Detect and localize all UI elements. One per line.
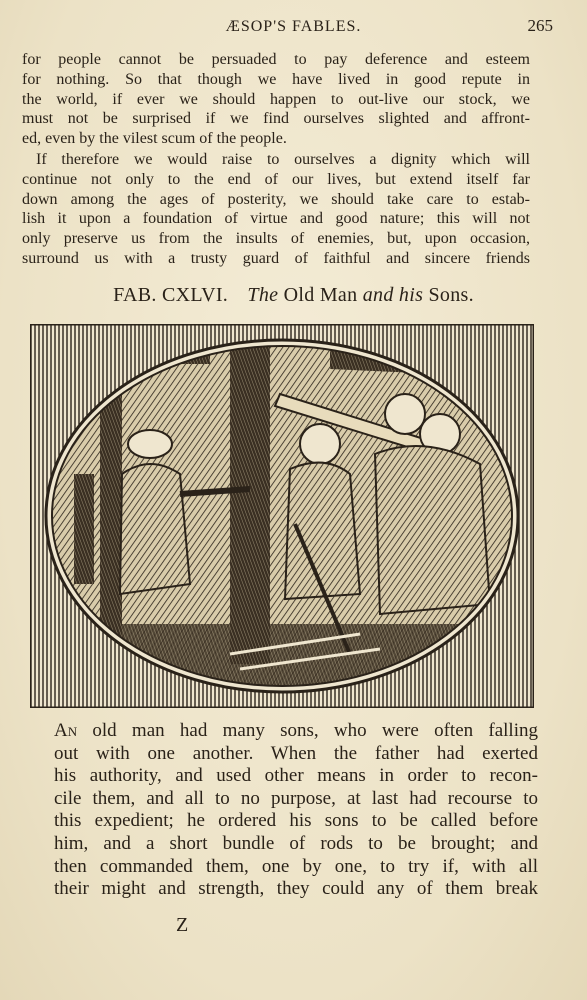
fable-number: FAB. CXLVI.: [113, 284, 229, 306]
text-line: surround us with a trusty guard of faithful and sincere friends: [22, 249, 530, 267]
page-number: 265: [527, 16, 553, 35]
text-line: ed, even by the vilest scum of the people.: [22, 130, 287, 148]
text-line: lish it upon a foundation of virtue and good nature; this will not: [22, 210, 530, 228]
text-line: must not be surprised if we find ourselves slighted and affront-: [22, 110, 530, 128]
running-title: ÆSOP'S FABLES.: [225, 18, 362, 35]
fable-title-sons: Sons.: [428, 284, 474, 306]
running-header: [0, 14, 587, 38]
text-line: down among the ages of posterity, we should take care to estab-: [22, 190, 530, 208]
text-line: for nothing. So that though we have lived in good repute in: [22, 70, 530, 88]
fable-title-and-his: and his: [362, 284, 424, 306]
text-line: If therefore we would raise to ourselves a dignity which will: [36, 151, 530, 168]
fable-heading: [0, 284, 587, 307]
text-line: him, and a short bundle of rods to be brought; and: [54, 832, 538, 854]
text-line: for people cannot be persuaded to pay deference and esteem: [22, 51, 530, 68]
fable-text: [54, 720, 538, 901]
text-line: continue not only to the end of our lives, but extend itself far: [22, 170, 530, 188]
text-line: then commanded them, one by one, to try if, with all: [54, 855, 538, 877]
text-line: cile them, and all to no purpose, at last had recourse to: [54, 787, 538, 809]
fable-title-old-man: Old Man: [283, 284, 358, 306]
paragraph-moral-continued: [22, 50, 530, 149]
fable-title-the: The: [247, 284, 279, 306]
woodcut-illustration: [30, 324, 534, 708]
signature-mark: Z: [176, 914, 189, 936]
text-line: only preserve us from the insults of enemies, but, upon occasion,: [22, 230, 530, 248]
text-line: out with one another. When the father had exerted: [54, 742, 538, 764]
text-line: this expedient; he ordered his sons to be called before: [54, 810, 538, 832]
text-line: his authority, and used other means in order to recon-: [54, 765, 538, 787]
first-line-text: old man had many sons, who were often falling: [77, 720, 538, 741]
text-line: the world, if ever we should happen to out-live our stock, we: [22, 90, 530, 108]
text-line: their might and strength, they could any of them break: [54, 878, 538, 900]
paragraph-moral-conclusion: [22, 150, 530, 269]
drop-cap: An: [54, 720, 78, 741]
text-line: [54, 720, 538, 743]
